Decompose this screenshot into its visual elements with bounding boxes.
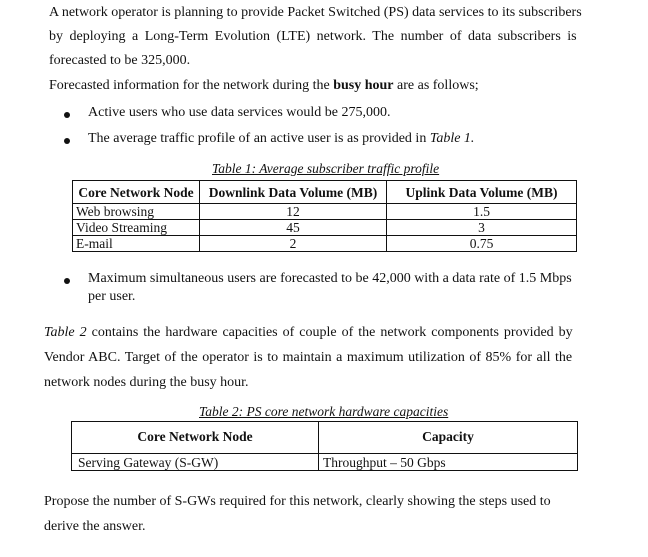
table-header-cell: Uplink Data Volume (MB) [387,181,577,204]
table-ref: Table 1. [429,131,475,146]
intro-line-3: forecasted to be 325,000. [49,53,191,68]
table1-caption: Table 1: Average subscriber traffic profile [212,161,440,176]
bullet-dot [64,138,70,144]
table-cell: Web browsing [73,204,200,220]
forecast-suffix: are as follows; [393,78,479,93]
table-row [73,204,577,220]
table-ref: Table 2 [44,325,87,340]
table-divider [72,453,577,454]
table-cell: Throughput – 50 Gbps [323,455,446,470]
table-header-cell: Core Network Node [137,429,253,444]
table-divider [318,422,319,470]
bullet-text: per user. [88,289,136,304]
table-header-cell: Downlink Data Volume (MB) [200,181,387,204]
bullet-dot [64,278,70,284]
intro-line-1: A network operator is planning to provide Packet Switched (PS) data services to its subscribers [49,5,582,20]
bullet-text: Maximum simultaneous users are forecasted to be 42,000 with a data rate of 1.5 Mbps [88,271,572,286]
table-header-row [73,181,577,204]
table-row [73,236,577,252]
forecast-bold: busy hour [333,78,394,93]
table-header-cell: Core Network Node [73,181,200,204]
table-header-cell: Capacity [422,429,474,444]
table2-caption: Table 2: PS core network hardware capacities [199,404,449,419]
table-cell: 0.75 [387,236,577,252]
table-cell: 3 [387,220,577,236]
table-cell: 1.5 [387,204,577,220]
hardware-capacity-table [71,421,578,471]
table-row [73,220,577,236]
forecast-prefix: Forecasted information for the network during the [49,78,334,93]
bullet-text: The average traffic profile of an active user is as provided in [88,131,430,146]
para2-line-2: Vendor ABC. Target of the operator is to maintain a maximum utilization of 85% for all the [44,350,573,365]
table-cell: Video Streaming [73,220,200,236]
bullet-dot [64,112,70,118]
table-cell: 2 [200,236,387,252]
question-line-1: Propose the number of S-GWs required for this network, clearly showing the steps used to [44,494,551,509]
table-cell: Serving Gateway (S-GW) [78,455,219,470]
table-cell: E-mail [73,236,200,252]
table-cell: 12 [200,204,387,220]
intro-line-2: by deploying a Long-Term Evolution (LTE) network. The number of data subscribers is [49,29,577,44]
traffic-profile-table [72,180,577,252]
para2-text: contains the hardware capacities of couple of the network components provided by [86,325,573,340]
para2-line-3: network nodes during the busy hour. [44,375,249,390]
question-line-2: derive the answer. [44,519,146,534]
forecast-line [49,78,479,94]
table-cell: 45 [200,220,387,236]
bullet-text: Active users who use data services would be 275,000. [88,105,391,120]
para2-line-1 [44,325,573,341]
